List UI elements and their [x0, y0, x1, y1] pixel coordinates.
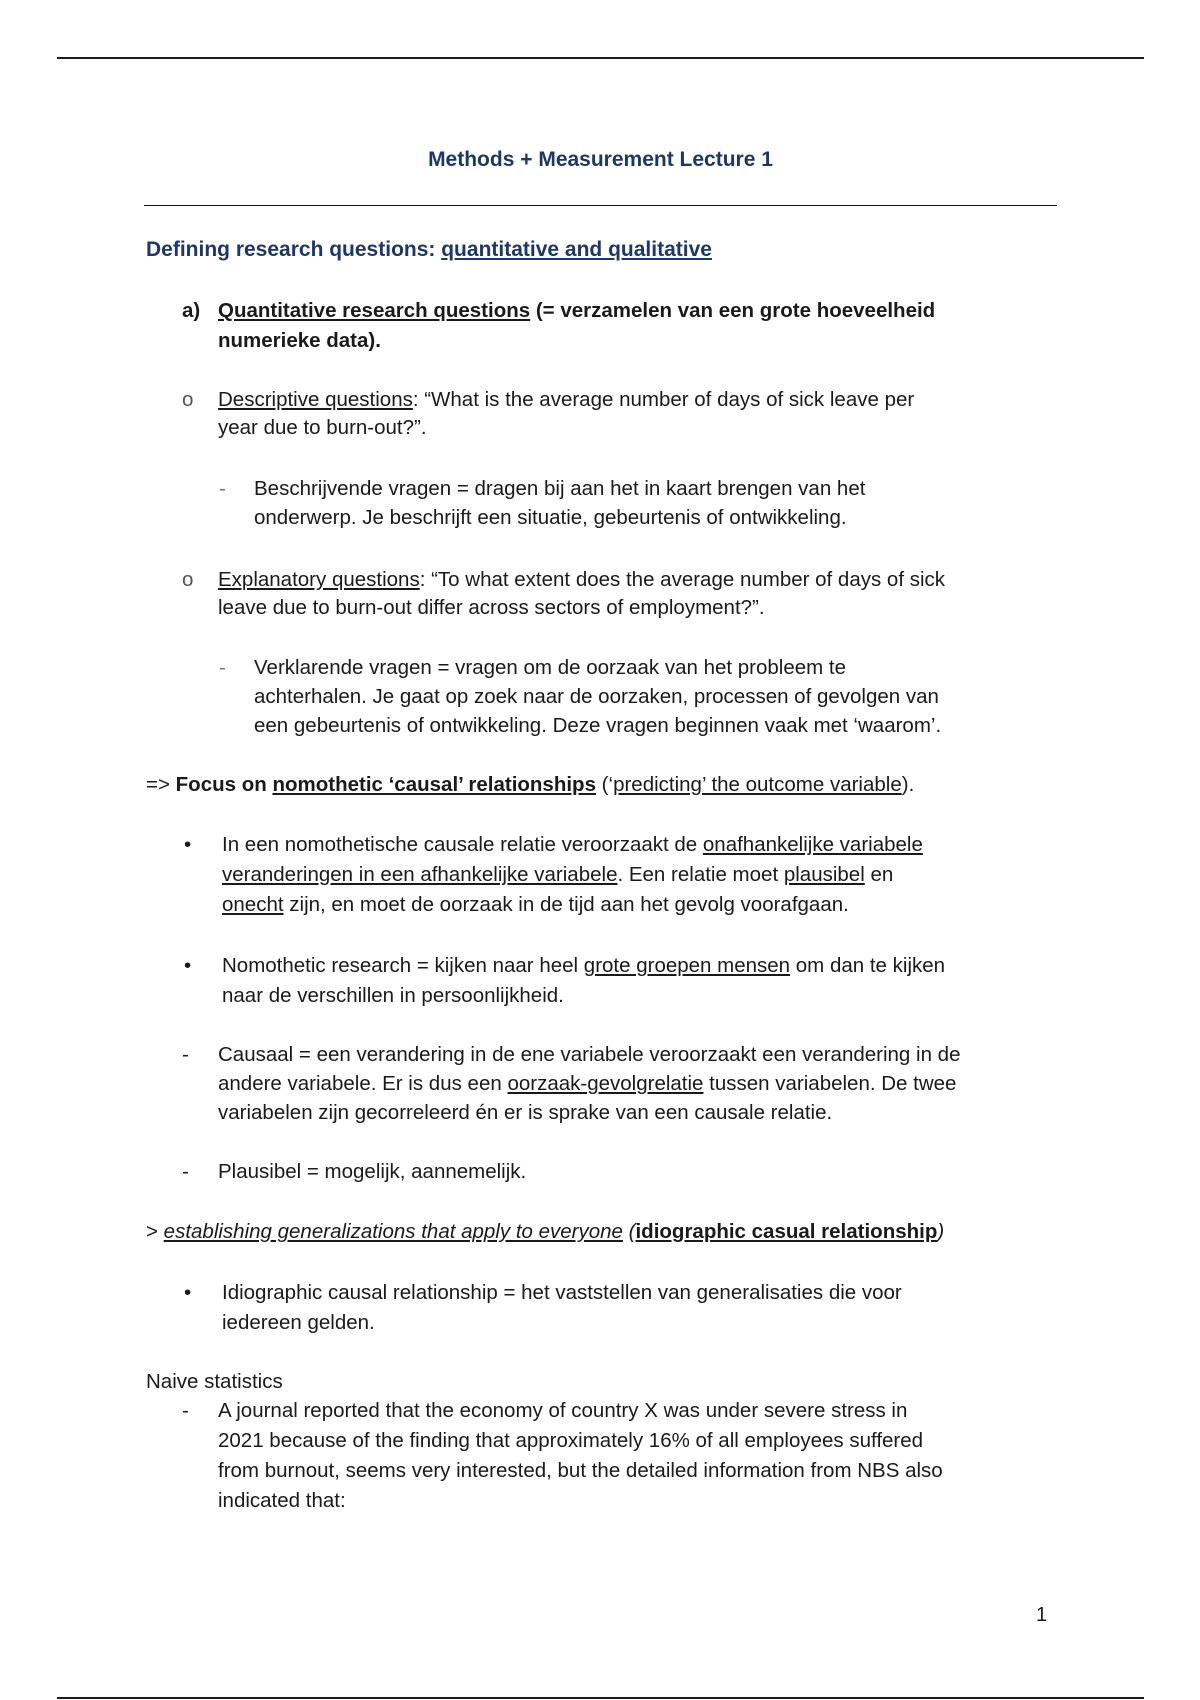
bullet2-l1-underlined: grote groepen mensen — [583, 954, 791, 977]
focus-underlined: predicting’ the outcome variable — [613, 773, 902, 796]
explanatory-dash-line2: achterhalen. Je gaat op zoek naar de oorzaken, processen of gevolgen van — [254, 685, 939, 708]
descriptive-circle-marker: o — [182, 388, 194, 411]
bullet1-l2-text: . Een relatie moet — [617, 863, 784, 886]
explanatory-term: Explanatory questions — [218, 568, 420, 591]
item-a-line1 — [218, 296, 935, 326]
naive-line3: from burnout, seems very interested, but the detailed information from NBS also — [218, 1459, 943, 1482]
bullet1-l3-text: zijn, en moet de oorzaak in de tijd aan het gevolg voorafgaan. — [283, 893, 849, 916]
bullet3-line1: Idiographic causal relationship = het vaststellen van generalisaties die voor — [222, 1281, 902, 1304]
document-title: Methods + Measurement Lecture 1 — [428, 148, 773, 171]
focus-paren-close: ). — [901, 773, 915, 796]
establishing-paren-open: ( — [628, 1220, 636, 1243]
establishing-prefix: > — [146, 1220, 164, 1243]
causaal-l2-text: andere variabele. Er is dus een — [218, 1072, 508, 1095]
bullet1-l3-underlined: onecht — [222, 893, 284, 916]
explanatory-text: : “To what extent does the average number of days of sick — [419, 568, 946, 591]
naive-dash-marker: - — [182, 1399, 189, 1422]
focus-line — [146, 770, 914, 800]
explanatory-circle-marker: o — [182, 568, 194, 591]
explanatory-line1 — [218, 565, 945, 595]
causaal-l2-tail: tussen variabelen. De twee — [703, 1072, 957, 1095]
item-a-underlined: Quantitative research questions — [218, 299, 531, 322]
focus-arrow: => — [146, 773, 170, 796]
title-underline-rule — [144, 205, 1057, 206]
explanatory-dash-marker: - — [219, 656, 226, 679]
descriptive-term: Descriptive questions — [218, 388, 413, 411]
explanatory-line2: leave due to burn-out differ across sectors of employment?”. — [218, 596, 765, 619]
descriptive-line1 — [218, 385, 914, 415]
causaal-line1: Causaal = een verandering in de ene variabele veroorzaakt een verandering in de — [218, 1043, 961, 1066]
page-top-rule — [57, 57, 1144, 59]
section-heading-underlined: quantitative and qualitative — [441, 238, 712, 261]
bullet2-line1 — [222, 951, 945, 981]
focus-bold: Focus on — [169, 773, 273, 796]
bullet1-line3 — [222, 890, 849, 920]
bullet1-l1-underlined: onafhankelijke variabele — [702, 833, 923, 856]
section-heading-plain: Defining research questions: — [146, 238, 442, 261]
bullet2-line2: naar de verschillen in persoonlijkheid. — [222, 984, 564, 1007]
bullet2-marker: • — [184, 954, 192, 977]
causaal-dash-marker: - — [182, 1043, 189, 1066]
section-heading — [146, 235, 712, 265]
focus-bold-underlined: nomothetic ‘causal’ relationships — [272, 773, 596, 796]
naive-line4: indicated that: — [218, 1489, 346, 1512]
bullet1-line1 — [222, 830, 923, 860]
bullet3-marker: • — [184, 1281, 192, 1304]
page-number: 1 — [1036, 1604, 1048, 1626]
item-a-rest: (= verzamelen van een grote hoeveelheid — [530, 299, 936, 322]
bullet2-l1-text: Nomothetic research = kijken naar heel — [222, 954, 584, 977]
bullet1-l2-underlined: veranderingen in een afhankelijke variabele — [222, 863, 618, 886]
establishing-line — [146, 1217, 944, 1247]
establishing-italic-underlined: establishing generalizations that apply to everyone — [163, 1220, 623, 1243]
bullet1-line2 — [222, 860, 893, 890]
causaal-line3: variabelen zijn gecorreleerd én er is sprake van een causale relatie. — [218, 1101, 833, 1124]
descriptive-dash-line1: Beschrijvende vragen = dragen bij aan het in kaart brengen van het — [254, 477, 866, 500]
descriptive-dash-marker: - — [219, 477, 226, 500]
causaal-line2 — [218, 1069, 956, 1099]
naive-statistics-heading: Naive statistics — [146, 1370, 283, 1393]
descriptive-line2: year due to burn-out?”. — [218, 416, 427, 439]
naive-line2: 2021 because of the finding that approximately 16% of all employees suffered — [218, 1429, 924, 1452]
bullet1-marker: • — [184, 833, 192, 856]
causaal-l2-underlined: oorzaak-gevolgrelatie — [507, 1072, 704, 1095]
bullet1-l2-tail: en — [864, 863, 894, 886]
explanatory-dash-line3: een gebeurtenis of ontwikkeling. Deze vragen beginnen vaak met ‘waarom’. — [254, 714, 942, 737]
item-a-line2: numerieke data). — [218, 329, 381, 352]
plausibel-line: Plausibel = mogelijk, aannemelijk. — [218, 1160, 527, 1183]
bullet1-l2-underlined2: plausibel — [783, 863, 865, 886]
plausibel-dash-marker: - — [182, 1160, 189, 1183]
bullet2-l1-tail: om dan te kijken — [790, 954, 946, 977]
item-a-marker: a) — [182, 299, 201, 322]
bullet3-line2: iedereen gelden. — [222, 1311, 375, 1334]
establishing-bold-underlined: idiographic casual relationship — [635, 1220, 938, 1243]
focus-paren-open: (‘ — [595, 773, 614, 796]
descriptive-text: : “What is the average number of days of sick leave per — [412, 388, 915, 411]
bullet1-l1-text: In een nomothetische causale relatie veroorzaakt de — [222, 833, 703, 856]
explanatory-dash-line1: Verklarende vragen = vragen om de oorzaak van het probleem te — [254, 656, 847, 679]
establishing-paren-close: ) — [937, 1220, 945, 1243]
descriptive-dash-line2: onderwerp. Je beschrijft een situatie, gebeurtenis of ontwikkeling. — [254, 506, 847, 529]
page-bottom-rule — [57, 1697, 1144, 1699]
naive-line1: A journal reported that the economy of country X was under severe stress in — [218, 1399, 908, 1422]
